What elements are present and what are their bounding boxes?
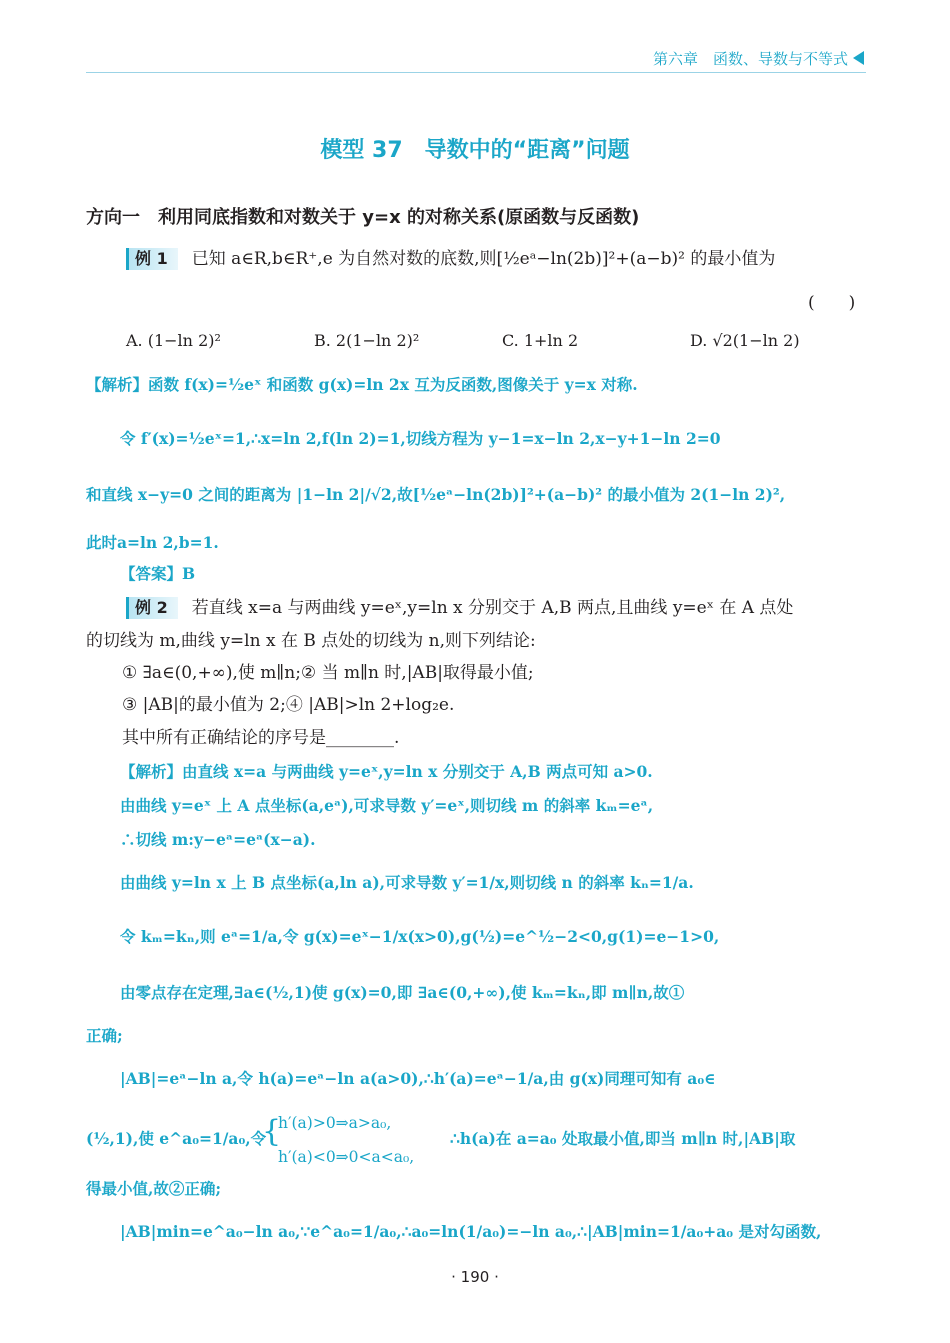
- ex1-solution-line-1: 【解析】函数 f(x)=½eˣ 和函数 g(x)=ln 2x 互为反函数,图像关于 y=x 对称.: [86, 375, 638, 394]
- example-1-text: 已知 a∈R,b∈R⁺,e 为自然对数的底数,则[½eᵃ−ln(2b)]²+(a−b)² 的最小值为: [191, 249, 776, 269]
- example-2-question-line-2: 的切线为 m,曲线 y=ln x 在 B 点处的切线为 n,则下列结论:: [86, 631, 536, 651]
- choice-b: B. 2(1−ln 2)²: [314, 331, 420, 350]
- case-line-2: h′(a)<0⇒0<a<a₀,: [278, 1148, 415, 1166]
- example-2-fill-blank: 其中所有正确结论的序号是________.: [122, 728, 400, 748]
- ex2-solution-line-1: 【解析】由直线 x=a 与两曲线 y=eˣ,y=ln x 分别交于 A,B 两点可知 a>0.: [120, 762, 653, 781]
- ex2-solution-line-10: 得最小值,故②正确;: [86, 1179, 222, 1198]
- ex2-solution-line-7: 正确;: [86, 1026, 123, 1045]
- ex2-solution-line-11: |AB|min=e^a₀−ln a₀,∵e^a₀=1/a₀,∴a₀=ln(1/a₀)=−ln a₀,∴|AB|min=1/a₀+a₀ 是对勾函数,: [120, 1222, 822, 1241]
- section-heading: 方向一 利用同底指数和对数关于 y=x 的对称关系(原函数与反函数): [86, 207, 640, 228]
- choice-d: D. √2(1−ln 2): [690, 331, 800, 350]
- example-1-label: 例 1: [126, 248, 178, 270]
- running-header: [86, 42, 866, 73]
- ex1-solution-line-3: 和直线 x−y=0 之间的距离为 |1−ln 2|/√2,故[½eᵃ−ln(2b)]²+(a−b)² 的最小值为 2(1−ln 2)²,: [86, 485, 786, 504]
- example-2-statements-1: ① ∃a∈(0,+∞),使 m∥n;② 当 m∥n 时,|AB|取得最小值;: [122, 663, 534, 683]
- example-2-question-line-1: [126, 597, 793, 619]
- example-2-label: 例 2: [126, 597, 178, 619]
- ex2-solution-line-2: 由曲线 y=eˣ 上 A 点坐标(a,eᵃ),可求导数 y′=eˣ,则切线 m 的斜率 kₘ=eᵃ,: [120, 796, 654, 815]
- example-2-text: 若直线 x=a 与两曲线 y=eˣ,y=ln x 分别交于 A,B 两点,且曲线 y=eˣ 在 A 点处: [191, 598, 794, 618]
- ex2-solution-line-8: |AB|=eᵃ−ln a,令 h(a)=eᵃ−ln a(a>0),∴h′(a)=eᵃ−1/a,由 g(x)同理可知有 a₀∈: [120, 1069, 716, 1088]
- ex2-solution-line-9b: ∴h(a)在 a=a₀ 处取最小值,即当 m∥n 时,|AB|取: [450, 1129, 796, 1148]
- ex2-solution-line-5: 令 kₘ=kₙ,则 eᵃ=1/a,令 g(x)=eˣ−1/x(x>0),g(½)=e^½−2<0,g(1)=e−1>0,: [120, 927, 720, 946]
- page-title: 模型 37 导数中的“距离”问题: [320, 138, 630, 163]
- choice-a: A. (1−ln 2)²: [126, 331, 221, 350]
- choice-c: C. 1+ln 2: [502, 331, 579, 350]
- left-brace-icon: {: [262, 1114, 282, 1149]
- triangle-marker-icon: [853, 51, 864, 65]
- page-number: · 190 ·: [451, 1268, 499, 1286]
- ex1-solution-line-2: 令 f′(x)=½eˣ=1,∴x=ln 2,f(ln 2)=1,切线方程为 y−1=x−ln 2,x−y+1−ln 2=0: [120, 429, 721, 448]
- case-line-1: h′(a)>0⇒a>a₀,: [278, 1114, 392, 1132]
- example-1-question: [126, 248, 775, 270]
- chapter-title: 第六章 函数、导数与不等式: [652, 50, 848, 68]
- ex2-solution-line-6: 由零点存在定理,∃a∈(½,1)使 g(x)=0,即 ∃a∈(0,+∞),使 kₘ=kₙ,即 m∥n,故①: [120, 983, 685, 1002]
- ex1-answer: 【答案】B: [120, 564, 196, 583]
- ex2-solution-line-9a: (½,1),使 e^a₀=1/a₀,令: [86, 1129, 267, 1148]
- ex2-solution-line-3: ∴切线 m:y−eᵃ=eᵃ(x−a).: [120, 830, 316, 849]
- answer-paren: ( ): [808, 293, 856, 313]
- example-2-statements-2: ③ |AB|的最小值为 2;④ |AB|>ln 2+log₂e.: [122, 695, 455, 715]
- ex1-solution-line-4: 此时a=ln 2,b=1.: [86, 533, 219, 552]
- ex2-solution-line-4: 由曲线 y=ln x 上 B 点坐标(a,ln a),可求导数 y′=1/x,则切线 n 的斜率 kₙ=1/a.: [120, 873, 694, 892]
